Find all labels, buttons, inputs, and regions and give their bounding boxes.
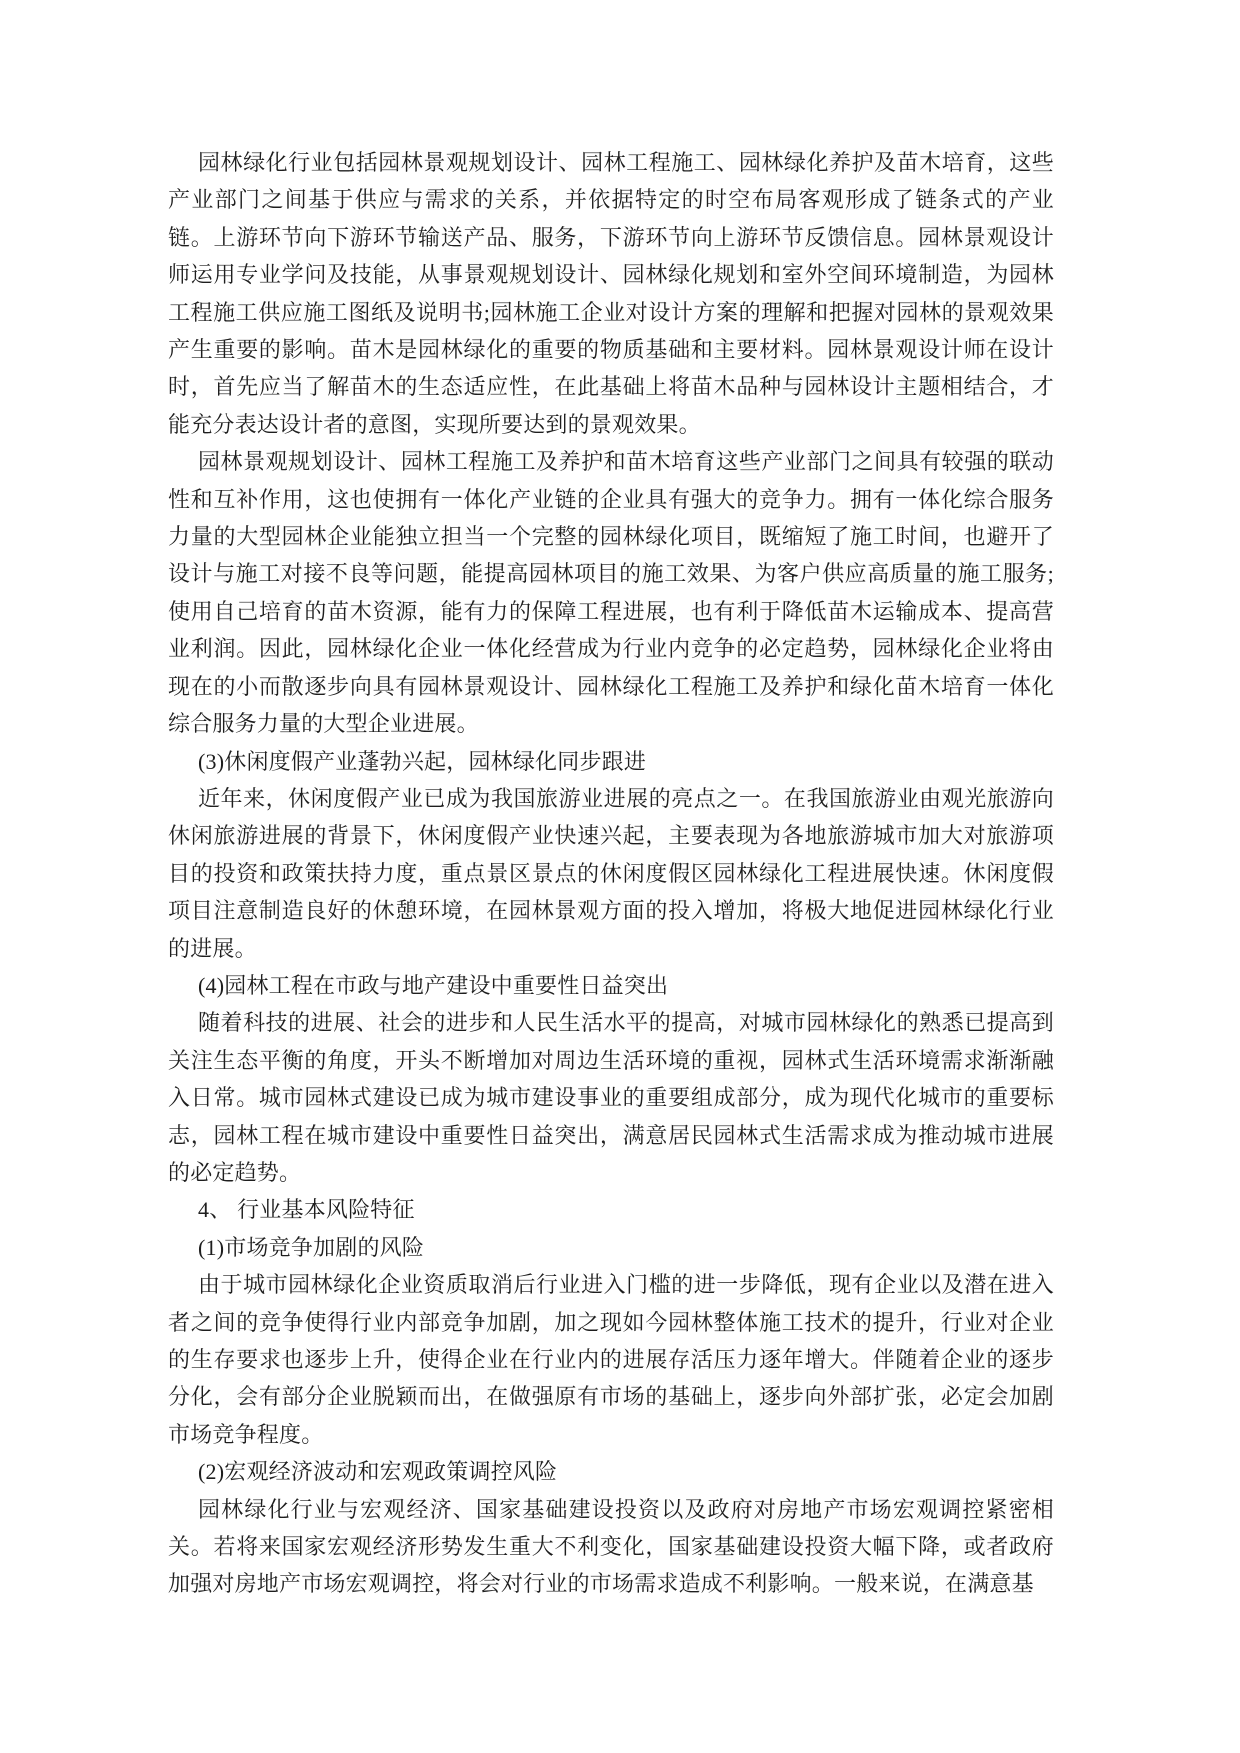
body-paragraph: 随着科技的进展、社会的进步和人民生活水平的提高，对城市园林绿化的熟悉已提高到关注生态平衡的角度，开头不断增加对周边生活环境的重视，园林式生活环境需求渐渐融入日常。城市园林式建设已成为城市建设事业的重要组成部分，成为现代化城市的重要标志，园林工程在城市建设中重要性日益突出，满意居民园林式生活需求成为推动城市进展的必定趋势。: [168, 1010, 1054, 1185]
body-paragraph: 园林绿化行业包括园林景观规划设计、园林工程施工、园林绿化养护及苗木培育，这些产业部门之间基于供应与需求的关系，并依据特定的时空布局客观形成了链条式的产业链。上游环节向下游环节输送产品、服务，下游环节向上游环节反馈信息。园林景观设计师运用专业学问及技能，从事景观规划设计、园林绿化规划和室外空间环境制造，为园林工程施工供应施工图纸及说明书;园林施工企业对设计方案的理解和把握对园林的景观效果产生重要的影响。苗木是园林绿化的重要的物质基础和主要材料。园林景观设计师在设计时，首先应当了解苗木的生态适应性，在此基础上将苗木品种与园林设计主题相结合，才能充分表达设计者的意图，实现所要达到的景观效果。: [168, 150, 1054, 437]
body-paragraph: 近年来，休闲度假产业已成为我国旅游业进展的亮点之一。在我国旅游业由观光旅游向休闲旅游进展的背景下，休闲度假产业快速兴起，主要表现为各地旅游城市加大对旅游项目的投资和政策扶持力度，重点景区景点的休闲度假区园林绿化工程进展快速。休闲度假项目注意制造良好的休憩环境，在园林景观方面的投入增加，将极大地促进园林绿化行业的进展。: [168, 785, 1054, 961]
section-heading: (1)市场竞争加剧的风险: [198, 1234, 425, 1260]
body-paragraph: 由于城市园林绿化企业资质取消后行业进入门槛的进一步降低，现有企业以及潜在进入者之间的竞争使得行业内部竞争加剧，加之现如今园林整体施工技术的提升，行业对企业的生存要求也逐步上升，使得企业在行业内的进展存活压力逐年增大。伴随着企业的逐步分化，会有部分企业脱颖而出，在做强原有市场的基础上，逐步向外部扩张，必定会加剧市场竞争程度。: [168, 1272, 1054, 1447]
section-heading: (3)休闲度假产业蓬勃兴起，园林绿化同步跟进: [198, 748, 647, 774]
section-heading: 4、 行业基本风险特征: [198, 1197, 415, 1223]
document-body: [168, 144, 1054, 1603]
body-paragraph: 园林景观规划设计、园林工程施工及养护和苗木培育这些产业部门之间具有较强的联动性和互补作用，这也使拥有一体化产业链的企业具有强大的竞争力。拥有一体化综合服务力量的大型园林企业能独立担当一个完整的园林绿化项目，既缩短了施工时间，也避开了设计与施工对接不良等问题，能提高园林项目的施工效果、为客户供应高质量的施工服务;使用自己培育的苗木资源，能有力的保障工程进展，也有利于降低苗木运输成本、提高营业利润。因此，园林绿化企业一体化经营成为行业内竞争的必定趋势，园林绿化企业将由现在的小而散逐步向具有园林景观设计、园林绿化工程施工及养护和绿化苗木培育一体化综合服务力量的大型企业进展。: [168, 449, 1054, 737]
body-paragraph: 园林绿化行业与宏观经济、国家基础建设投资以及政府对房地产市场宏观调控紧密相关。若将来国家宏观经济形势发生重大不利变化，国家基础建设投资大幅下降，或者政府加强对房地产市场宏观调控，将会对行业的市场需求造成不利影响。一般来说，在满意基: [168, 1496, 1054, 1597]
section-heading: (4)园林工程在市政与地产建设中重要性日益突出: [198, 972, 669, 998]
section-heading: (2)宏观经济波动和宏观政策调控风险: [198, 1459, 558, 1485]
